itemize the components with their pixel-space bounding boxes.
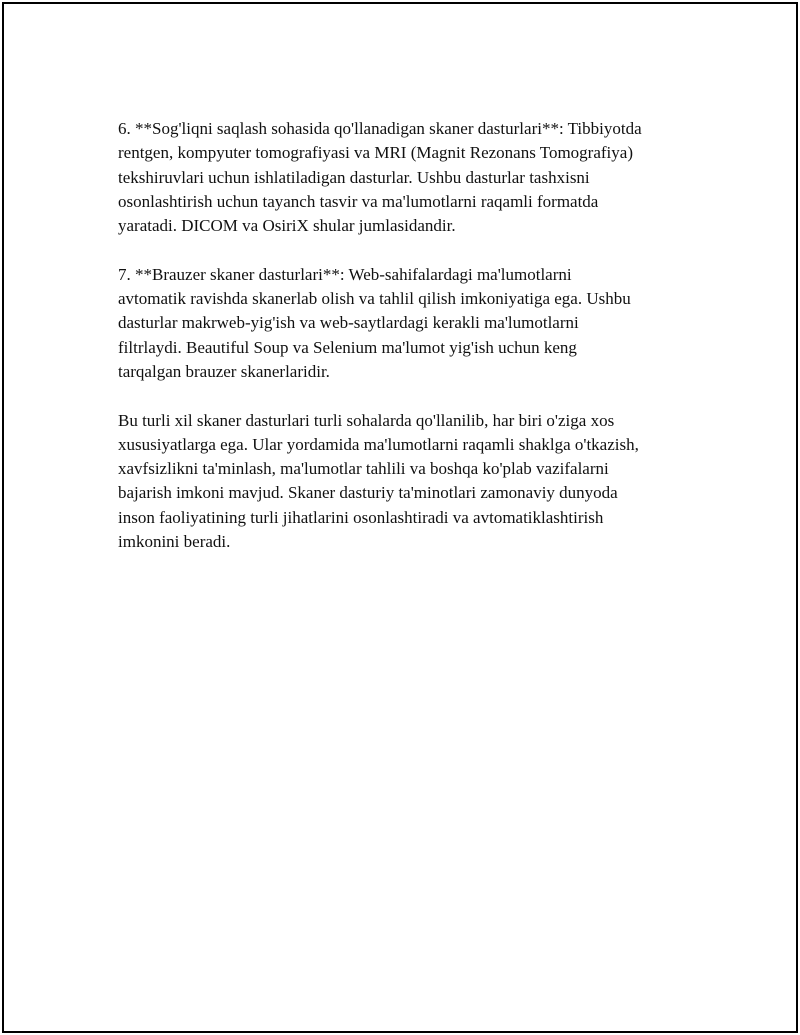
text-line: osonlashtirish uchun tayanch tasvir va ma'lumotlarni raqamli formatda [118, 191, 599, 211]
text-line: filtrlaydi. Beautiful Soup va Selenium ma'lumot yig'ish uchun keng [118, 337, 577, 357]
text-line: bajarish imkoni mavjud. Skaner dasturiy ta'minotlari zamonaviy dunyoda [118, 483, 618, 503]
text-line: 7. **Brauzer skaner dasturlari**: Web-sahifalardagi ma'lumotlarni [118, 264, 572, 284]
text-line: xavfsizlikni ta'minlash, ma'lumotlar tahlili va boshqa ko'plab vazifalarni [118, 459, 609, 479]
text-line: inson faoliyatining turli jihatlarini osonlashtiradi va avtomatiklashtirish [118, 507, 604, 527]
text-line: imkonini beradi. [118, 532, 231, 552]
text-line: Bu turli xil skaner dasturlari turli sohalarda qo'llanilib, har biri o'ziga xos [118, 410, 615, 430]
text-line: rentgen, kompyuter tomografiyasi va MRI (Magnit Rezonans Tomografiya) [118, 143, 633, 163]
paragraph-browser-scanners [118, 263, 693, 384]
text-line: tekshiruvlari uchun ishlatiladigan dasturlar. Ushbu dasturlar tashxisni [118, 167, 590, 187]
text-line: yaratadi. DICOM va OsiriX shular jumlasidandir. [118, 216, 456, 236]
text-line: tarqalgan brauzer skanerlaridir. [118, 361, 330, 381]
text-line: dasturlar makrweb-yig'ish va web-saytlardagi kerakli ma'lumotlarni [118, 313, 579, 333]
document-body [118, 117, 693, 579]
paragraph-conclusion [118, 409, 693, 555]
text-line: xususiyatlarga ega. Ular yordamida ma'lumotlarni raqamli shaklga o'tkazish, [118, 434, 639, 454]
text-line: avtomatik ravishda skanerlab olish va tahlil qilish imkoniyatiga ega. Ushbu [118, 289, 631, 309]
paragraph-healthcare-scanners [118, 117, 693, 238]
text-line: 6. **Sog'liqni saqlash sohasida qo'llanadigan skaner dasturlari**: Tibbiyotda [118, 119, 642, 138]
